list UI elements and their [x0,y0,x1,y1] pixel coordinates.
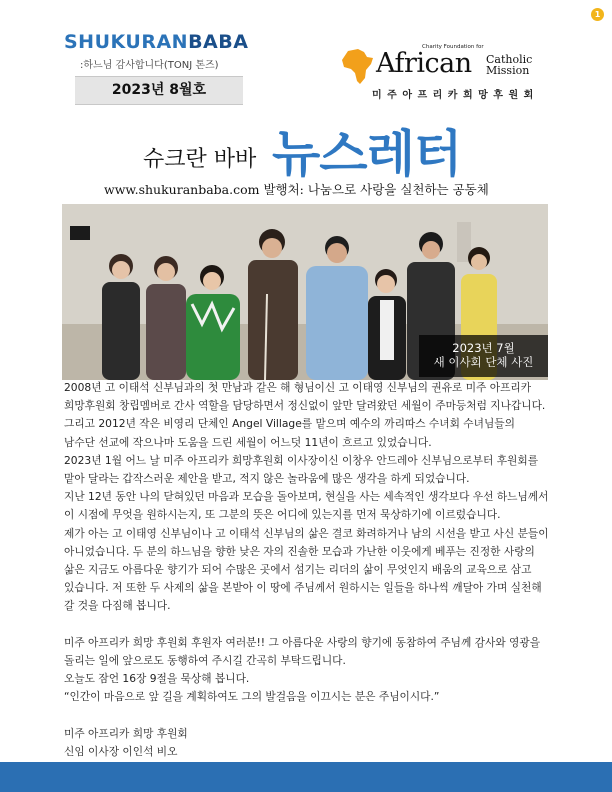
body-line: “인간이 마음으로 앞 길을 계획하여도 그의 발걸음을 이끄시는 분은 주님이시다.” [64,690,440,704]
acm-logo [338,42,548,102]
body-line: 돌리는 일에 앞으로도 동행하여 주시길 간곡히 부탁드립니다. [64,654,346,668]
body-line: 맡아 달라는 갑작스러운 제안을 받고, 적지 않은 놀라움에 많은 생각을 하게 되었습니다. [64,472,470,486]
page-number-badge: 1 [591,8,604,21]
logo-african-text: African [376,48,472,79]
paragraph-gap [64,616,550,634]
logo-korean-text: 미주아프리카희망후원회 [372,90,539,101]
body-line: 2023년 1월 어느 날 미주 아프리카 희망후원회 이사장이신 이창우 안드레아 신부님으로부터 후원회를 [64,453,539,467]
body-line: 남수단 선교에 작으나마 도움을 드린 세월이 어느덧 11년이 흐르고 있었습니다. [64,435,432,449]
body-line: 삶은 지금도 아름다운 향기가 되어 수많은 곳에서 섬기는 리더의 삶이 무엇인지 배움의 교육으로 삼고 [64,563,532,577]
logo-catholic-text: Catholic [486,53,533,66]
signature-org: 미주 아프리카 희망 후원회 [64,726,188,740]
body-line: 미주 아프리카 희망 후원회 후원자 여러분!! 그 아름다운 사랑의 향기에 동참하여 주님께 감사와 영광을 [64,635,541,649]
newsletter-title-big: 뉴스레터 [272,125,462,183]
logo-catholic-mission [486,54,532,76]
logo-small-text: Charity Foundation for [422,44,484,50]
body-line: 오늘도 잠언 16장 9절을 묵상해 봅니다. [64,672,250,686]
brand-tagline: :하느님 감사합니다(TONJ 톤즈) [80,60,219,71]
newsletter-title-small: 슈크란 바바 [143,147,257,172]
body-line: 이 시점에 무엇을 원하시는지, 또 그분의 뜻은 어디에 있는지를 먼저 묵상하기에 이르렀습니다. [64,508,501,522]
letter-body [64,379,550,761]
photo-caption-line2: 새 이사회 단체 사진 [433,355,534,369]
signature-name: 신임 이사장 이인석 비오 [64,745,178,759]
paragraph-gap [64,707,550,725]
brand-part1: SHUKURAN [64,31,189,53]
footer-bar [0,762,612,792]
body-line: 있습니다. 저 또한 두 사제의 삶을 본받아 이 땅에 주님께서 원하시는 일들을 하나씩 깨달아 가며 실천해 [64,581,542,595]
body-line: 그리고 2012년 작은 비영리 단체인 Angel Village를 맡으며 예수의 까리따스 수녀회 수녀님들의 [64,417,515,431]
africa-map-icon [340,48,376,86]
body-line: 희망후원회 창립멤버로 간사 역할을 담당하면서 정신없이 앞만 달려왔던 세월이 주마등처럼 지나갑니다. [64,399,546,413]
body-line: 아니었습니다. 두 분의 하느님을 향한 낮은 자의 진솔한 모습과 가난한 이웃에게 베푸는 진정한 사랑의 [64,544,535,558]
brand-part2: BABA [188,31,249,53]
body-line: 제가 아는 고 이태영 신부님이나 고 이태석 신부님의 삶은 결코 화려하거나 남의 시선을 받고 사신 분들이 [64,526,549,540]
newsletter-subtitle: www.shukuranbaba.com 발행처: 나눔으로 사랑을 실천하는 공동체 [104,182,489,197]
logo-mission-text: Mission [486,64,530,77]
issue-date-box: 2023년 8월호 [75,76,243,105]
brand-wordmark [64,31,248,53]
photo-caption [419,335,548,377]
body-line: 갈 것을 다짐해 봅니다. [64,599,171,613]
photo-caption-line1: 2023년 7월 [452,341,515,355]
body-line: 지난 12년 동안 나의 닫혀있던 마음과 모습을 돌아보며, 현실을 사는 세속적인 생각보다 우선 하느님께서 [64,490,549,504]
body-line: 2008년 고 이태석 신부님과의 첫 만남과 같은 해 형님이신 고 이태영 신부님의 권유로 미주 아프리카 [64,381,532,394]
